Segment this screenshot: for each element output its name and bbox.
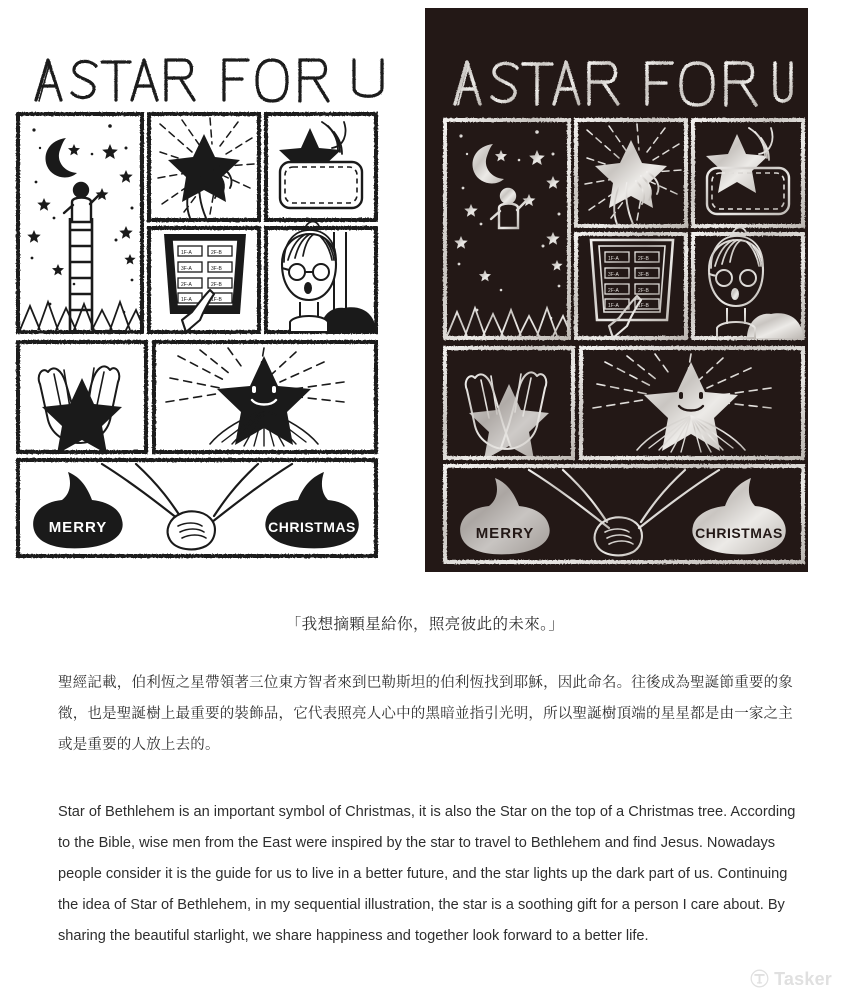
svg-text:3F-A: 3F-A xyxy=(181,266,192,272)
svg-text:1F-B: 1F-B xyxy=(211,297,222,303)
svg-text:2F-B: 2F-B xyxy=(211,282,222,288)
watermark xyxy=(750,969,832,988)
svg-text:1F-A: 1F-A xyxy=(181,250,192,256)
watermark-text: Tasker xyxy=(774,968,832,989)
illustration-light-svg xyxy=(14,22,399,562)
panel-surprised-girl-light xyxy=(266,222,376,333)
illustration-dark-svg xyxy=(425,8,808,572)
svg-text:1F-A: 1F-A xyxy=(608,303,619,309)
bubble-christmas-dark-text: CHRISTMAS xyxy=(695,525,783,541)
tasker-logo-icon xyxy=(750,969,769,988)
body-copy xyxy=(58,668,800,952)
panel-hands-star-light xyxy=(18,342,146,454)
svg-text:1F-B: 1F-B xyxy=(638,303,649,309)
svg-text:3F-A: 3F-A xyxy=(608,272,619,278)
svg-text:1F-A: 1F-A xyxy=(608,256,619,262)
panel-hand-star-light xyxy=(149,114,259,220)
panel-night-sky-light xyxy=(18,114,142,332)
svg-text:1F-A: 1F-A xyxy=(181,297,192,303)
paragraph-chinese: 聖經記載，伯利恆之星帶領著三位東方智者來到巴勒斯坦的伯利恆找到耶穌，因此命名。往後成為聖誕節重要的象徵，也是聖誕樹上最重要的裝飾品，它代表照亮人心中的黑暗並指引光明，所以聖誕樹頂端的星星都是由一家之主或是重要的人放上去的。 xyxy=(58,675,793,753)
svg-text:2F-B: 2F-B xyxy=(638,288,649,294)
bubble-merry-dark-text: MERRY xyxy=(475,525,535,542)
illustration-light-version[interactable] xyxy=(14,22,399,562)
svg-text:2F-B: 2F-B xyxy=(638,256,649,262)
panel-intercom-light xyxy=(149,228,259,332)
quote-line: 「我想摘顆星給你，照亮彼此的未來。」 xyxy=(285,616,565,633)
bubble-christmas-text: CHRISTMAS xyxy=(268,519,356,535)
panel-holding-hands-light xyxy=(18,460,376,556)
panel-pocket-light xyxy=(266,114,376,220)
svg-text:2F-B: 2F-B xyxy=(211,250,222,256)
svg-text:3F-B: 3F-B xyxy=(211,266,222,272)
svg-text:2F-A: 2F-A xyxy=(181,282,192,288)
svg-text:3F-B: 3F-B xyxy=(638,272,649,278)
svg-text:2F-A: 2F-A xyxy=(608,288,619,294)
illustration-dark-version[interactable] xyxy=(425,8,808,572)
bubble-merry-text: MERRY xyxy=(48,519,108,536)
paragraph-english: Star of Bethlehem is an important symbol of Christmas, it is also the Star on the top of a Christmas tree. According to the Bible, wise men from the East were inspired by the star to travel to Bethlehem and find Jesus. Nowadays people consider it is the guide for us to live in a better future, and the star lights up the dark part of us. Continuing the idea of Star of Bethlehem, in my sequential illustration, the star is a soothing gift for a person I care about. By sharing the beautiful starlight, we share happiness and together look forward to a better life. xyxy=(58,804,796,944)
panel-smiling-star-light xyxy=(154,342,376,452)
